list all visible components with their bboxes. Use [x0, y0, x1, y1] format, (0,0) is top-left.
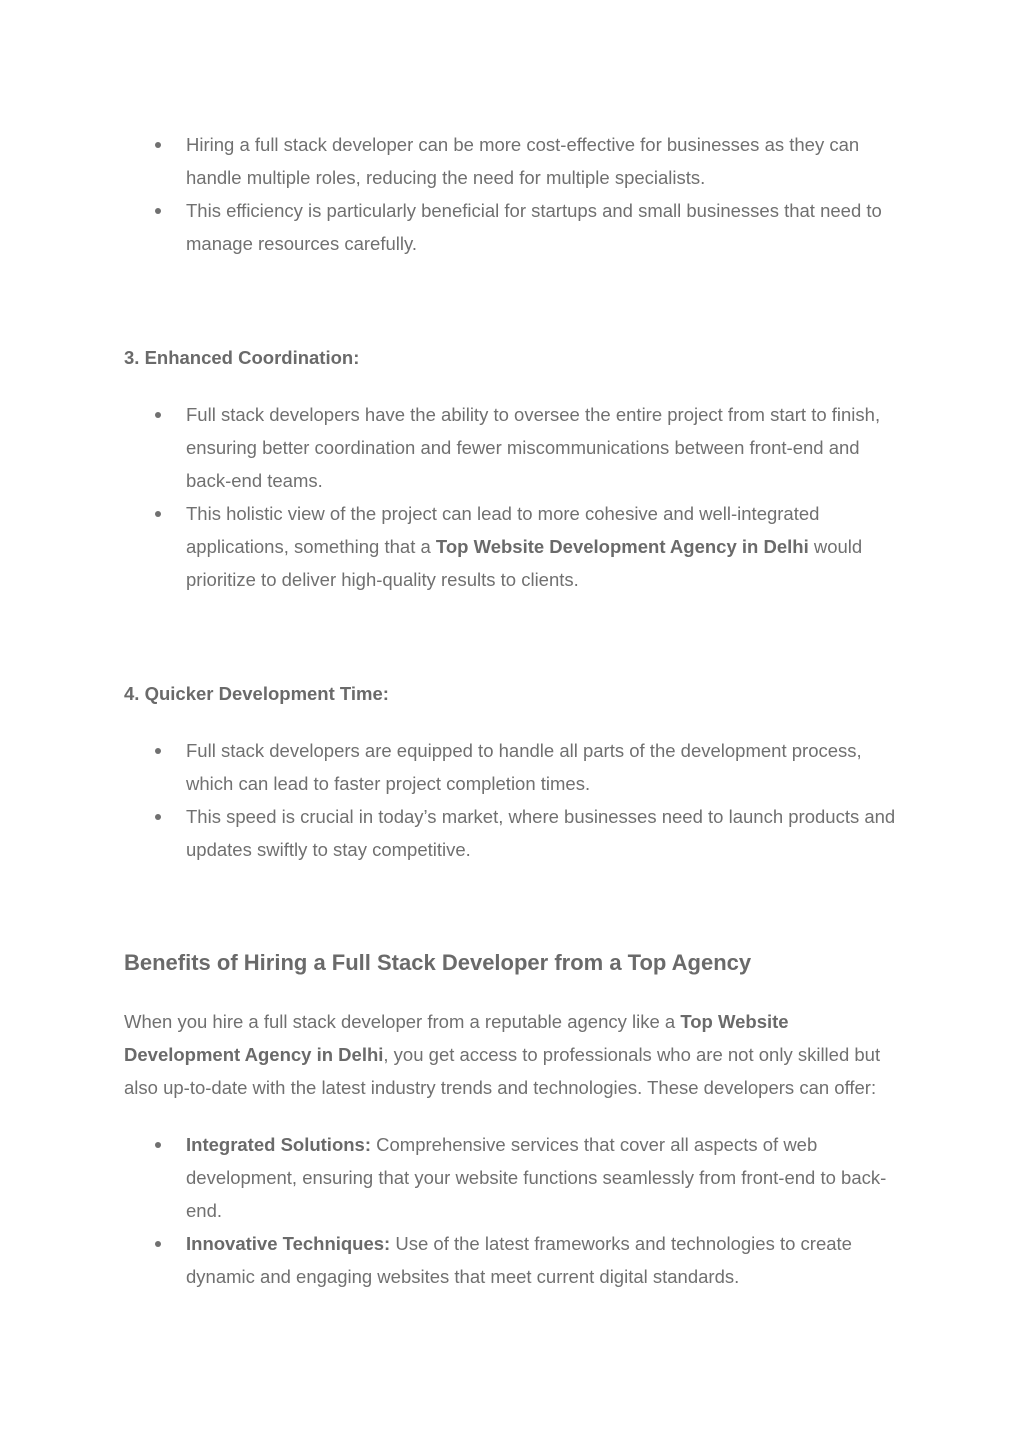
benefits-bullet-list [124, 1128, 896, 1293]
list-item-text: This efficiency is particularly beneficial for startups and small businesses that need to manage resources carefully. [186, 200, 882, 254]
bullet-icon [155, 208, 161, 214]
list-item [124, 734, 896, 800]
bullet-icon [155, 814, 161, 820]
paragraph-text-post: , you get access to professionals who are not only skilled but also up-to-date with the latest industry trends and technologies. These developers can offer: [124, 1044, 881, 1098]
bullet-icon [155, 511, 161, 517]
list-item [124, 398, 896, 497]
list-item-label: Integrated Solutions: [186, 1134, 371, 1155]
benefits-intro-paragraph [124, 1005, 896, 1104]
list-item-text: Use of the latest frameworks and technologies to create dynamic and engaging websites that meet current digital standards. [186, 1233, 852, 1287]
bullet-icon [155, 1241, 161, 1247]
agency-name-bold: Top Website Development Agency in Delhi [435, 536, 809, 557]
section-4-heading: 4. Quicker Development Time: [124, 683, 389, 704]
list-item-text-pre: This holistic view of the project can lead to more cohesive and well-integrated applications, something that a [186, 503, 820, 557]
list-item-text-post: would prioritize to deliver high-quality results to clients. [186, 536, 863, 590]
bullet-icon [155, 1142, 161, 1148]
intro-bullet-list [124, 128, 896, 260]
list-item [124, 497, 896, 596]
list-item-text: Hiring a full stack developer can be more cost-effective for businesses as they can handle multiple roles, reducing the need for multiple specialists. [186, 134, 860, 188]
paragraph-text-pre: When you hire a full stack developer from a reputable agency like a [124, 1011, 681, 1032]
benefits-heading: Benefits of Hiring a Full Stack Developer from a Top Agency [124, 950, 752, 975]
list-item [124, 800, 896, 866]
list-item [124, 194, 896, 260]
section-3-bullet-list [124, 398, 896, 596]
agency-name-bold: Top Website Development Agency in Delhi [124, 1011, 789, 1065]
section-3-heading: 3. Enhanced Coordination: [124, 347, 360, 368]
list-item [124, 1128, 896, 1227]
list-item-label: Innovative Techniques: [186, 1233, 391, 1254]
bullet-icon [155, 748, 161, 754]
list-item-text: This speed is crucial in today’s market, where businesses need to launch products and updates swiftly to stay competitive. [186, 806, 896, 860]
list-item-text: Full stack developers have the ability to oversee the entire project from start to finish, ensuring better coordination and fewer miscommunications between front-end and back-end teams. [186, 404, 881, 491]
list-item [124, 1227, 896, 1293]
list-item [124, 128, 896, 194]
bullet-icon [155, 412, 161, 418]
document-page [124, 128, 896, 1293]
list-item-text: Comprehensive services that cover all aspects of web development, ensuring that your website functions seamlessly from front-end to back-end. [186, 1134, 887, 1221]
bullet-icon [155, 142, 161, 148]
section-4-bullet-list [124, 734, 896, 866]
list-item-text: Full stack developers are equipped to handle all parts of the development process, which can lead to faster project completion times. [186, 740, 862, 794]
